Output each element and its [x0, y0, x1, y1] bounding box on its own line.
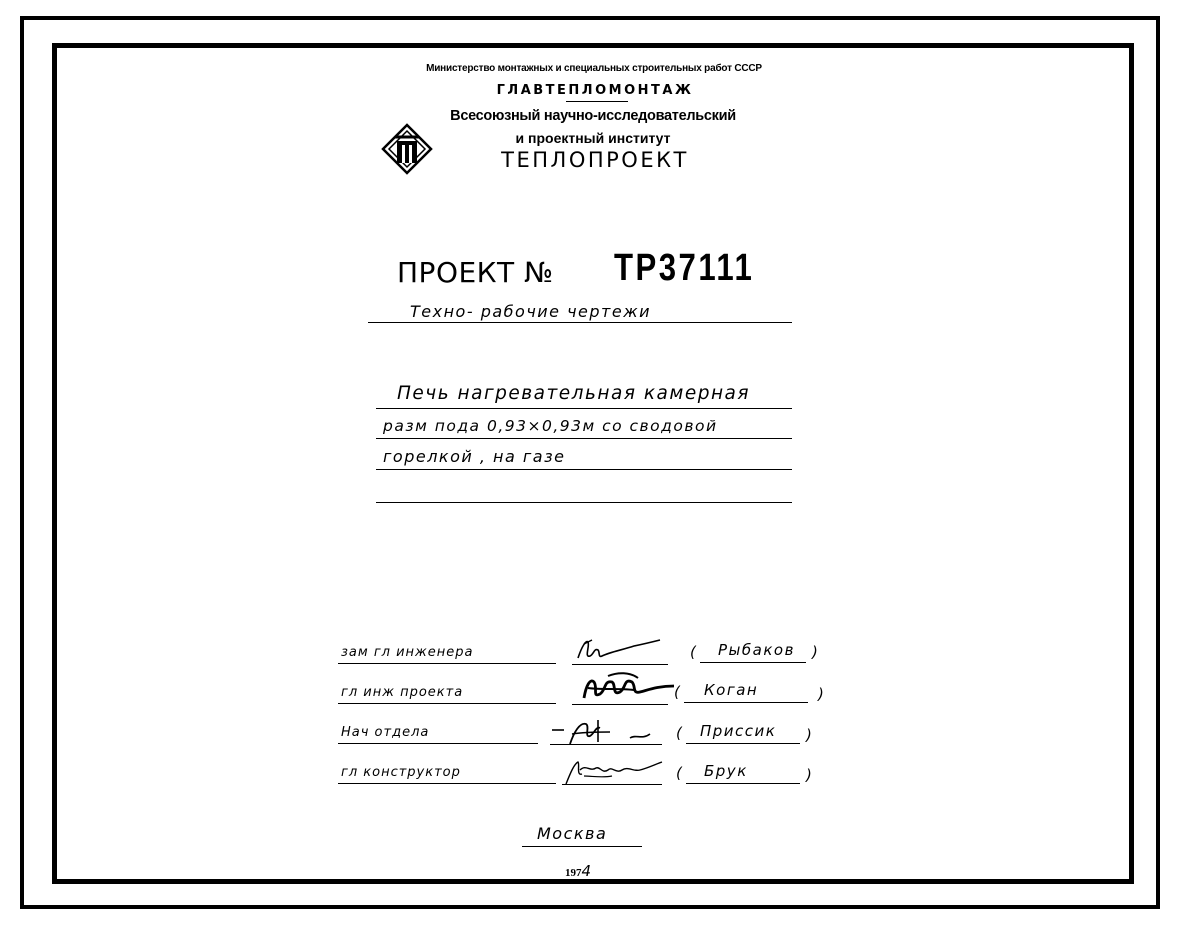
signature-name-underline-3: [686, 743, 800, 744]
year-handwritten: 4: [581, 862, 592, 880]
signature-role-4: гл конструктор: [341, 765, 461, 780]
project-number: ТР37111: [614, 247, 755, 289]
close-paren-3: ): [806, 726, 814, 744]
project-label: ПРОЕКТ №: [397, 256, 554, 289]
ministry-line: Министерство монтажных и специальных строительных работ СССР: [426, 63, 762, 74]
signature-role-underline-3: [338, 743, 538, 744]
open-paren-4: (: [676, 764, 684, 782]
open-paren-1: (: [690, 643, 698, 661]
glavk-underline: [566, 101, 628, 102]
signature-name-2: Коган: [704, 681, 759, 699]
signature-icon: [574, 636, 666, 666]
institute-line-1: Всесоюзный научно-исследовательский: [450, 108, 736, 124]
signature-line-2: [572, 704, 668, 705]
open-paren-3: (: [676, 724, 684, 742]
description-line-3: горелкой , на газе: [383, 447, 566, 466]
signature-name-underline-2: [684, 702, 808, 703]
close-paren-1: ): [812, 643, 820, 661]
signature-name-4: Брук: [704, 762, 748, 780]
signature-role-underline-1: [338, 663, 556, 664]
close-paren-2: ): [818, 685, 826, 703]
project-subtitle: Техно- рабочие чертежи: [410, 302, 652, 321]
subtitle-underline: [368, 322, 792, 323]
signature-role-1: зам гл инженера: [341, 645, 474, 660]
description-underline-3: [376, 469, 792, 470]
signature-icon: [578, 668, 678, 708]
signature-name-underline-1: [700, 662, 806, 663]
signature-name-3: Приссик: [700, 722, 777, 740]
institute-line-2: и проектный институт: [515, 130, 671, 146]
description-underline-4: [376, 502, 792, 503]
institute-logo-icon: [381, 123, 433, 175]
city-underline: [522, 846, 642, 847]
city: Москва: [537, 824, 608, 843]
close-paren-4: ): [806, 766, 814, 784]
signature-role-underline-4: [338, 783, 556, 784]
institute-name: ТЕПЛОПРОЕКТ: [501, 148, 689, 172]
year: [565, 862, 591, 880]
signature-role-2: гл инж проекта: [341, 685, 464, 700]
signature-line-4: [562, 784, 662, 785]
year-printed: 197: [565, 867, 582, 879]
description-line-2: разм пода 0,93×0,93м со сводовой: [383, 417, 718, 435]
description-line-1: Печь нагревательная камерная: [397, 383, 751, 404]
signature-name-underline-4: [686, 783, 800, 784]
signature-role-3: Нач отдела: [341, 725, 430, 740]
signature-name-1: Рыбаков: [718, 641, 795, 659]
open-paren-2: (: [674, 683, 682, 701]
signature-line-3: [550, 744, 662, 745]
description-underline-1: [376, 408, 792, 409]
signature-role-underline-2: [338, 703, 556, 704]
signature-line-1: [572, 664, 668, 665]
description-underline-2: [376, 438, 792, 439]
glavk-line: ГЛАВТЕПЛОМОНТАЖ: [496, 83, 694, 98]
